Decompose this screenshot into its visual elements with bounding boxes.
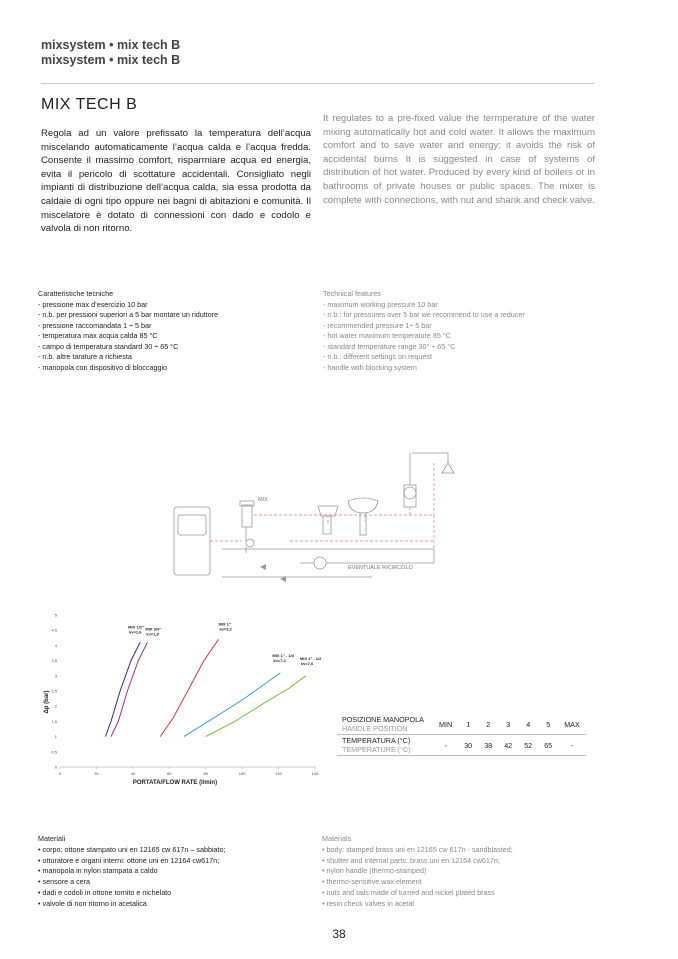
mixer-label: MIX — [258, 497, 268, 503]
tech-it-item: - n.b. altre tarature a richiesta — [38, 352, 132, 361]
table-row — [337, 714, 586, 735]
y-tick-label: 3.5 — [51, 658, 57, 664]
tech-en-item: - hot water maximum temperature 85 °C — [323, 331, 451, 340]
recirculation-label: EVENTUALE RICIRCOLO — [348, 565, 413, 571]
materials-english — [322, 834, 602, 910]
handle-position-sub: HANDLE POSITION — [342, 724, 408, 733]
series-line — [106, 642, 141, 736]
x-tick-label: 20 — [94, 771, 99, 776]
x-tick-label: 120 — [275, 771, 282, 776]
y-tick-label: 0.5 — [51, 749, 57, 755]
installation-diagram — [160, 445, 480, 585]
series-name-label: MIX 1" - 1/2 — [299, 655, 322, 661]
meter-circle — [404, 487, 416, 499]
row-label-cell — [337, 735, 433, 756]
y-tick-label: 4.5 — [51, 627, 57, 633]
x-tick-label: 80 — [203, 771, 208, 776]
page-number: 38 — [332, 927, 346, 941]
page-title: MIX TECH B — [41, 96, 138, 113]
tech-it-item: - manopola con dispositivo di bloccaggio — [38, 362, 168, 372]
table-cell: 65 — [538, 735, 558, 756]
tech-it-item: - campo di temperatura standard 30 ÷ 65 °C — [38, 341, 179, 351]
table-cell: MIN — [433, 714, 458, 735]
header-line-1: mixsystem • mix tech B — [41, 38, 181, 52]
washbasin-2 — [348, 498, 378, 513]
materials-en-item: • nuts and tails made of turned and nickel plated brass — [322, 887, 495, 897]
temperature-label: TEMPERATURA (°C) — [342, 736, 411, 745]
tech-en-item: - maximum working pressure 10 bar — [323, 299, 438, 309]
materials-it-item: • valvole di non ritorno in acetalica — [38, 898, 147, 908]
series-name-label: MIX 1/2" — [128, 624, 144, 630]
intro-english: It regulates to a pre-fixed value the termperature of the water mixing automatically hot and cold water. It allows the maximum comfort and to save water and energy; it avoids the risk of accidental burns It is suggested in case of systems of distribution of hot water. Produced by every kind of boilers or in bathrooms of private houses or public spaces. The mixer is complete with connections, with nut and shank and check valve. — [323, 113, 595, 206]
tech-it-item: - pressione max d’esercizio 10 bar — [38, 299, 148, 309]
chart-y-label: Δp (bar) — [44, 690, 50, 714]
materials-it-item: • sensore a cera — [38, 877, 91, 887]
series-line — [184, 673, 281, 737]
shower-head — [442, 463, 454, 473]
tech-en-item: - n.b.: different settings on request — [323, 352, 432, 361]
materials-it-item: • corpo: ottone stampato uni en 12165 cw 617n – sabbiato; — [38, 844, 226, 854]
series-kv-label: kv=3,2 — [219, 626, 232, 632]
tech-it-item: - n.b. per pressioni superiori a 5 bar montare un riduttore — [38, 310, 219, 319]
y-tick-label: 2.5 — [51, 688, 57, 694]
y-tick-label: 1 — [54, 734, 57, 740]
mixer-body — [242, 505, 252, 527]
table-cell: 5 — [538, 714, 558, 735]
tech-features-italian — [38, 289, 238, 373]
pump-circle — [314, 557, 326, 569]
tech-it-title: Caratteristiche tecniche — [38, 289, 114, 298]
x-tick-label: 140 — [311, 771, 319, 776]
y-tick-label: 0 — [54, 764, 57, 770]
materials-en-item: • nylon handle (thermo-stamped) — [322, 866, 427, 876]
y-tick-label: 1.5 — [51, 718, 57, 724]
materials-en-title: Materials — [322, 834, 352, 843]
tech-it-item: - temperatura max acqua calda 85 °C — [38, 331, 158, 340]
x-tick-label: 0 — [58, 771, 62, 776]
chart-x-label: PORTATA/FLOW RATE (l/min) — [132, 780, 218, 786]
table-cell: 2 — [478, 714, 498, 735]
materials-it-item: • dadi e codoli in ottone tornito e nichelato — [38, 887, 172, 897]
series-line — [206, 676, 306, 737]
materials-it-item: • otturatore e organi interni: ottone uni en 12164 cw617n; — [38, 855, 220, 865]
handle-position-label: POSIZIONE MANOPOLA — [342, 715, 424, 724]
materials-en-item: • thermo-sensitive wax element — [322, 877, 422, 887]
tech-en-item: - handle with blocking system — [323, 362, 417, 372]
tech-en-item: - standard temperature range 30° ÷ 65 °C — [323, 341, 456, 351]
header-divider — [41, 83, 594, 84]
series-name-label: MIX 3/4" — [145, 626, 162, 632]
pressure-flow-chart — [30, 607, 330, 797]
header — [41, 38, 180, 68]
series-line — [111, 642, 147, 736]
washbasin-1 — [318, 506, 338, 516]
boiler-panel — [178, 515, 206, 535]
boiler-outline — [174, 507, 210, 575]
valve-circle — [246, 539, 254, 547]
tech-en-item: - n.b.: for pressures over 5 bar we recommend to use a reducer — [323, 310, 525, 319]
row-label-cell — [337, 714, 433, 735]
table-cell: 38 — [478, 735, 498, 756]
materials-it-title: Materiali — [38, 834, 66, 843]
series-name-label: MIX 1" — [218, 621, 231, 627]
materials-en-item: • body: stamped brass uni en 12165 cw 617n - sandblasted; — [322, 844, 513, 854]
x-tick-label: 100 — [238, 771, 246, 776]
materials-italian — [38, 834, 298, 910]
table-cell: 4 — [518, 714, 538, 735]
series-line — [160, 639, 218, 736]
y-tick-label: 2 — [54, 703, 57, 709]
table-cell: 52 — [518, 735, 538, 756]
series-kv-label: kv=7,4 — [273, 657, 286, 663]
series-kv-label: kv=1,6 — [129, 629, 142, 635]
temperature-sub: TEMPERATURE (°C) — [342, 745, 411, 754]
series-name-label: MIX 1" - 1/4 — [272, 652, 294, 658]
y-tick-label: 5 — [54, 612, 57, 618]
x-tick-label: 40 — [130, 771, 136, 776]
x-tick-label: 60 — [167, 771, 172, 776]
series-kv-label: kv=1,8 — [146, 631, 159, 637]
table-cell: - — [433, 735, 458, 756]
y-tick-label: 3 — [54, 673, 57, 679]
tech-features-english — [323, 289, 583, 373]
table-cell: - — [558, 735, 586, 756]
series-kv-label: kv=7,6 — [300, 660, 314, 666]
table-cell: 42 — [498, 735, 518, 756]
tech-en-item: - recommended pressure 1÷ 5 bar — [323, 320, 432, 330]
intro-italian: Regola ad un valore prefissato la temperatura dell’acqua miscelando automaticamente l’acqua calda e l’acqua fredda. Consente il massimo comfort, risparmiare acqua ed energia, evita il pericolo di scottature accidentali. Consigliato negli impianti di distribuzione dell’acqua calda, sia essa prodotta da caldaie di ogni tipo oppure nei bagni di abitazioni e comunità. Il miscelatore è dotato di connessioni con dado e codolo e valvola di non ritorno. — [41, 128, 311, 235]
tech-en-title: Technical features — [323, 289, 381, 298]
handle-position-table — [337, 714, 586, 756]
materials-it-item: • manopola in nylon stampata a caldo — [38, 866, 158, 876]
header-line-2: mixsystem • mix tech B — [41, 53, 181, 67]
table-cell: 1 — [458, 714, 478, 735]
materials-en-item: • resin check valves in acetal — [322, 898, 415, 908]
table-cell: 30 — [458, 735, 478, 756]
table-row — [337, 735, 586, 756]
materials-en-item: • shutter and internal parts: brass uni en 12164 cw617n; — [322, 855, 500, 865]
y-tick-label: 4 — [54, 642, 57, 648]
tech-it-item: - pressione raccomandata 1 ÷ 5 bar — [38, 320, 152, 330]
table-cell: MAX — [558, 714, 586, 735]
flow-arrows — [260, 564, 286, 582]
table-cell: 3 — [498, 714, 518, 735]
